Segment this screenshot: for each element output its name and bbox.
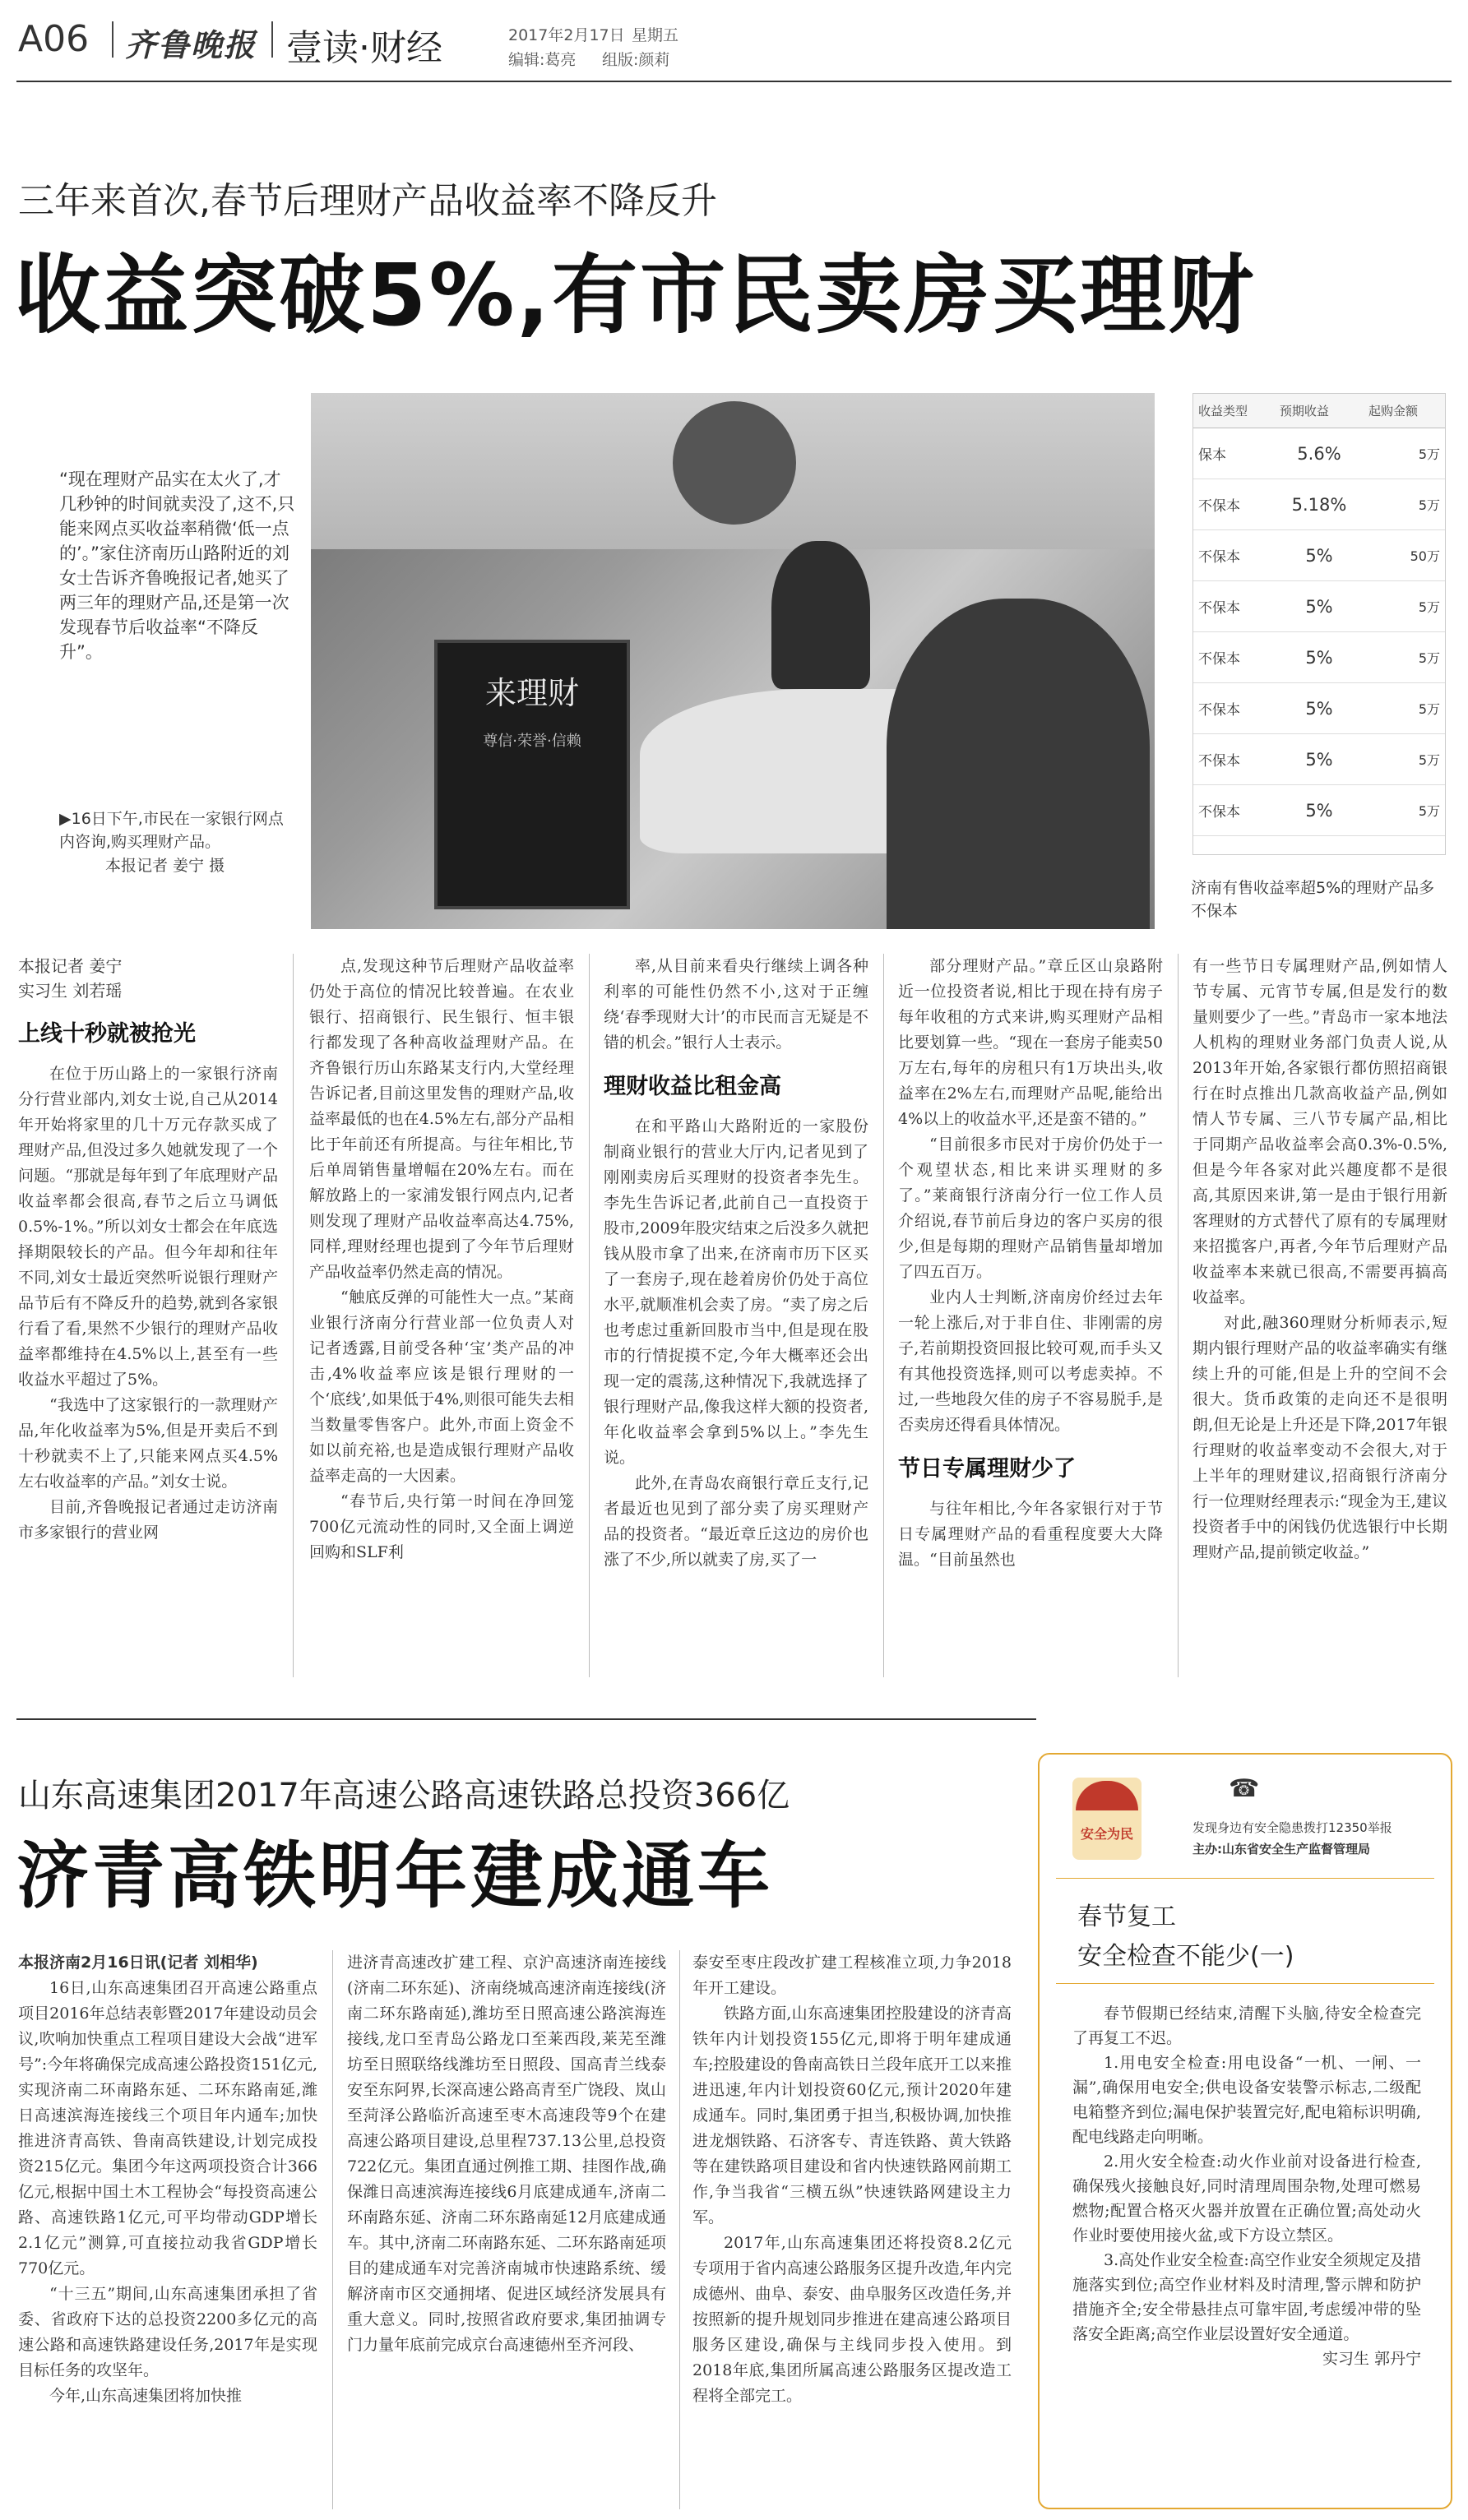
chalkboard-sign <box>434 640 630 909</box>
article1-col-3: 率,从目前来看央行继续上调各种利率的可能性仍然不小,这对于正缠绕‘春季现财大计’的市民而言无疑是不错的机会。”银行人士表示。 理财收益比租金高 在和平路山大路附近的一家股份制商业银行的营业大厅内,记者见到了刚刚卖房后买理财的投资者李先生。李先生告诉记者,此前自己一直投资于股市,2009年股灾结束之后没多久就把钱从股市拿了出来,在济南市历下区买了一套房子,现在趁着房价仍处于高位水平,就顺准机会卖了房。“卖了房之后也考虑过重新回股市当中,但是现在股市的行情捉摸不定,今年大概率还会出现一定的震荡,这种情况下,我就选择了银行理财产品,像我这样大额的投资者,年化收益率会拿到5%以上。”李先生说。 此外,在青岛农商银行章丘支行,记者最近也见到了部分卖了房买理财产品的投资者。“最近章丘这边的房价也涨了不少,所以就卖了房,买了一 <box>604 957 868 1569</box>
safety-body: 春节假期已经结束,清醒下头脑,待安全检查完了再复工不迟。 1.用电安全检查:用电设备“一机、一闸、一漏”,确保用电安全;供电设备安装警示标志,二级配电箱整齐到位;漏电保护装置完好,配电箱标识明确,配电线路走向明晰。 2.用火安全检查:动火作业前对设备进行检查,确保残火接触良好,同时清理周围杂物,处理可燃易燃物;配置合格灭火器并放置在正确位置;高处动火作业时要使用接火盆,或下方设立禁区。 3.高处作业安全检查:高空作业安全须规定及措施落实到位;高空作业材料及时清理,警示牌和防护措施齐全;安全带悬挂点可靠牢固,考虑缓冲带的坠落安全距离;高空作业层设置好安全通道。 实习生 郭丹宁 <box>1072 2001 1421 2371</box>
article2-col-1: 本报济南2月16日讯(记者 刘相华) 16日,山东高速集团召开高速公路重点项目2016年总结表彰暨2017年建设动员会议,吹响加快重点工程项目建设大会战“进军号”:今年将确保完成高速公路投资151亿元,实现济南二环南路东延、二环东路南延,潍日高速滨海连接线三个项目年内通车;加快推进济青高铁、鲁南高铁建设,计划完成投资215亿元。集团今年这两项投资合计366亿元,根据中国土木工程协会“每投资高速公路、高速铁路1亿元,可平均带动GDP增长2.1亿元”测算,可直接拉动我省GDP增长770亿元。 “十三五”期间,山东高速集团承担了省委、省政府下达的总投资2200多亿元的高速公路和高速铁路建设任务,2017年是实现目标任务的攻坚年。 今年,山东高速集团将加快推 <box>18 1954 317 2405</box>
table-row: 不保本 5% 5万 <box>1193 734 1445 785</box>
paper-name-logo: 齐鲁晚报 <box>125 26 257 63</box>
article1-col-4: 部分理财产品。”章丘区山泉路附近一位投资者说,相比于现在持有房子每年收租的方式来讲,购买理财产品相比要划算一些。“现在一套房子能卖50万左右,每年的房租只有1万块出头,收益率在2%左右,而理财产品呢,能给出4%以上的收益水平,还是蛮不错的。” “目前很多市民对于房价仍处于一个观望状态,相比来讲买理财的多了。”莱商银行济南分行一位工作人员介绍说,春节前后身边的客户买房的很少,但是每期的理财产品销售量却增加了四五百万。 业内人士判断,济南房价经过去年一轮上涨后,对于非自住、非刚需的房子,若前期投资回报比较可观,而手头又有其他投资选择,则可以考虑卖掉。不过,一些地段欠佳的房子不容易脱手,是否卖房还得看具体情况。 节日专属理财少了 与往年相比,今年各家银行对于节日专属理财产品的看重程度要大大降温。“目前虽然也 <box>898 957 1163 1569</box>
section-head: 理财收益比租金高 <box>604 1074 781 1099</box>
table-row: 不保本 5% 5万 <box>1193 632 1445 683</box>
article1-col-1: 本报记者 姜宁 实习生 刘若瑶 上线十秒就被抢光 在位于历山路上的一家银行济南分行营业部内,刘女士说,自己从2014年开始将家里的几十万元存款买成了理财产品,但没过多久她就发现了一个问题。“那就是每年到了年底理财产品收益率都会很高,春节之后立马调低0.5%-1%。”所以刘女士都会在年底选择期限较长的产品。但今年却和往年不同,刘女士最近突然听说银行理财产品节后有不降反升的趋势,就到各家银行看了看,果然不少银行的理财产品收益率都维持在4.5%以上,甚至有一些收益水平超过了5%。 “我选中了这家银行的一款理财产品,年化收益率为5%,但是开卖后不到十秒就卖不上了,只能来网点买4.5%左右收益率的产品。”刘女士说。 目前,齐鲁晚报记者通过走访济南市多家银行的营业网 <box>18 954 278 1677</box>
dateline: 本报济南2月16日讯(记者 刘相华) <box>18 1954 258 1972</box>
byline-intern: 实习生 刘若瑶 <box>18 981 123 1001</box>
safety-notice-box <box>1038 1753 1452 2509</box>
section-head: 节日专属理财少了 <box>898 1456 1076 1482</box>
article2-kicker: 山东高速集团2017年高速公路高速铁路总投资366亿 <box>18 1777 790 1815</box>
pullquote: “现在理财产品实在太火了,才几秒钟的时间就卖没了,这不,只能来网点买收益率稍微‘低一点的’。”家住济南历山路附近的刘女士告诉齐鲁晚报记者,她买了两三年的理财产品,还是第一次发现春节后收益率“不降反升”。 <box>59 469 295 662</box>
editor-credit: 编辑:葛亮 <box>508 51 577 69</box>
table-row: 不保本 5% 50万 <box>1193 530 1445 581</box>
bank-logo-circle <box>673 401 796 525</box>
safety-title-2: 安全检查不能少(一) <box>1077 1942 1294 1971</box>
sponsor-text: 主办:山东省安全生产监督管理局 <box>1192 1842 1371 1856</box>
umbrella-icon <box>1076 1781 1138 1810</box>
issue-weekday: 星期五 <box>632 26 679 44</box>
hotline-text: 发现身边有安全隐患拨打12350举报 <box>1192 1820 1392 1835</box>
byline-reporter: 本报记者 姜宁 <box>18 956 123 976</box>
section-name: 壹读·财经 <box>286 27 442 69</box>
safety-logo <box>1072 1778 1142 1860</box>
photo-credit: 本报记者 姜宁 摄 <box>105 857 225 875</box>
yield-table-panel <box>1192 393 1446 855</box>
article2-col-2: 进济青高速改扩建工程、京沪高速济南连接线(济南二环东延)、济南绕城高速济南连接线(济南二环东路南延),潍坊至日照高速公路滨海连接线,龙口至青岛公路龙口至莱西段,莱芜至潍坊至日照联络线潍坊至日照段、国高青兰线泰安至东阿界,长深高速公路高青至广饶段、岚山至菏泽公路临沂高速至枣木高速段等9个在建高速公路项目建设,总里程737.13公里,总投资722亿元。集团直通过例推工期、挂图作战,确保潍日高速滨海连接线6月底建成通车,济南二环南路东延、济南二环东路南延12月底建成通车。其中,济南二环南路东延、二环东路南延项目的建成通车对完善济南城市快速路系统、缓解济南市区交通拥堵、促进区域经济发展具有重大意义。同时,按照省政府要求,集团抽调专门力量年底前完成京台高速德州至齐河段、 <box>347 1954 666 2354</box>
safety-title-1: 春节复工 <box>1077 1903 1176 1931</box>
teller-silhouette <box>771 541 870 689</box>
logo-text: 安全为民 <box>1080 1826 1133 1842</box>
table-row: 不保本 5% 5万 <box>1193 683 1445 734</box>
table-row: 不保本 5% 5万 <box>1193 581 1445 632</box>
page-number: A06 <box>18 18 90 60</box>
table-row: 不保本 5.18% 5万 <box>1193 479 1445 530</box>
table-row: 不保本 5% 5万 <box>1193 785 1445 836</box>
chalkboard-subtext: 尊信·荣誉·信赖 <box>483 733 581 750</box>
article1-col-5: 有一些节日专属理财产品,例如情人节专属、元宵节专属,但是发行的数量则要少了一些。”青岛市一家本地法人机构的理财业务部门负责人说,从2013年开始,各家银行都仿照招商银行在时点推出几款高收益产品,例如情人节专属、三八节专属产品,相比于同期产品收益率会高0.3%-0.5%,但是今年各家对此兴趣度都不是很高,其原因来讲,第一是由于银行用新客理财的方式替代了原有的专属理财来招揽客户,再者,今年节后理财产品收益率本来就已很高,不需要再搞高收益率。 对此,融360理财分析师表示,短期内银行理财产品的收益率确实有继续上升的可能,但是上升的空间不会很大。货币政策的走向还不是很明朗,但无论是上升还是下降,2017年银行理财的收益率变动不会很大,对于上半年的理财建议,招商银行济南分行一位理财经理表示:“现金为王,建议投资者手中的闲钱仍优选银行中长期理财产品,提前锁定收益。” <box>1192 957 1447 1561</box>
section-head: 上线十秒就被抢光 <box>18 1021 196 1047</box>
table-header: 预期收益 <box>1275 394 1364 428</box>
article1-col-2: 点,发现这种节后理财产品收益率仍处于高位的情况比较普遍。在农业银行、招商银行、民生银行、恒丰银行都发现了各种高收益理财产品。在齐鲁银行历山东路某支行内,大堂经理告诉记者,目前这里发售的理财产品,收益率最低的也在4.5%左右,部分产品相比于年前还有所提高。与往年相比,节后单周销售量增幅在20%左右。而在解放路上的一家浦发银行网点内,记者则发现了理财产品收益率高达4.75%,同样,理财经理也提到了今年节后理财产品收益率仍然走高的情况。 “触底反弹的可能性大一点。”某商业银行济南分行营业部一位负责人对记者透露,目前受各种‘宝’类产品的冲击,4%收益率应该是银行理财的一个‘底线’,如果低于4%,则很可能失去相当数量零售客户。此外,市面上资金不如以前充裕,也是造成银行理财产品收益率走高的一大因素。 “春节后,央行第一时间在净回笼700亿元流动性的同时,又全面上调逆回购和SLF利 <box>309 957 574 1561</box>
customer-silhouette <box>887 599 1150 929</box>
phone-icon: ☎ <box>1229 1774 1260 1803</box>
chalkboard-text: 来理财 <box>484 675 579 711</box>
table-row: 保本 5.6% 5万 <box>1193 428 1445 479</box>
table-header: 收益类型 <box>1193 394 1275 428</box>
article1-headline: 收益突破5%,有市民卖房买理财 <box>15 245 1257 345</box>
photo-caption: ▶16日下午,市民在一家银行网点内咨询,购买理财产品。 <box>59 810 284 851</box>
article1-kicker: 三年来首次,春节后理财产品收益率不降反升 <box>18 180 717 222</box>
yield-table <box>1193 394 1445 836</box>
issue-date: 2017年2月17日 <box>508 26 625 44</box>
bank-counter-photo <box>311 393 1155 929</box>
article2-col-3: 泰安至枣庄段改扩建工程核准立项,力争2018年开工建设。 铁路方面,山东高速集团控股建设的济青高铁年内计划投资155亿元,即将于明年建成通车;控股建设的鲁南高铁日兰段年底开工以来推进迅速,年内计划投资60亿元,预计2020年建成通车。同时,集团勇于担当,积极协调,加快推进龙烟铁路、石济客专、青连铁路、黄大铁路等在建铁路项目建设和省内快速铁路网前期工作,争当我省“三横五纵”快速铁路网建设主力军。 2017年,山东高速集团还将投资8.2亿元专项用于省内高速公路服务区提升改造,年内完成德州、曲阜、泰安、曲阜服务区改造任务,并按照新的提升规划同步推进在建高速公路项目服务区建设,确保与主线同步投入使用。到2018年底,集团所属高速公路服务区提改造工程将全部完工。 <box>692 1954 1012 2405</box>
masthead <box>0 0 1468 78</box>
signature: 实习生 郭丹宁 <box>1322 2350 1421 2368</box>
table-header: 起购金额 <box>1364 394 1445 428</box>
layout-credit: 组版:颜莉 <box>602 51 670 69</box>
article2-headline: 济青高铁明年建成通车 <box>16 1833 774 1918</box>
table-caption: 济南有售收益率超5%的理财产品多不保本 <box>1191 879 1435 920</box>
